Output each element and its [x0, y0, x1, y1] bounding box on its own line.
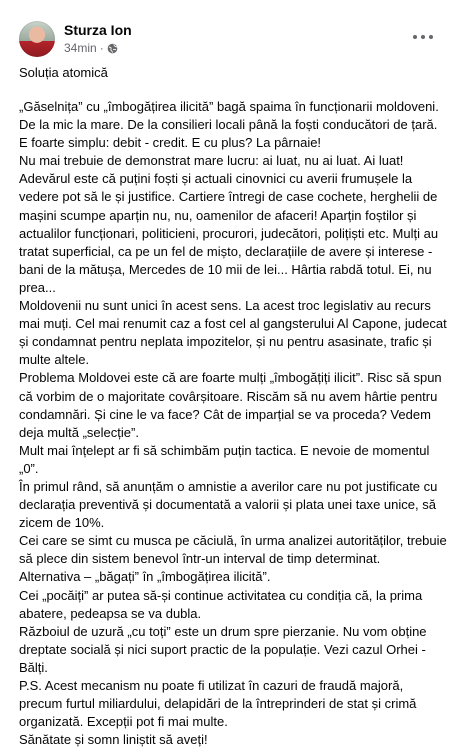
paragraph: P.S. Acest mecanism nu poate fi utilizat în cazuri de fraudă majoră, precum furtul miliardului, delapidări de la întreprinderi de stat și crimă organizată. Excepții pot fi mai multe.: [19, 678, 417, 730]
author-avatar[interactable]: [19, 21, 55, 57]
paragraph: Sănătate și somn liniștit să aveți!: [19, 732, 208, 748]
paragraph: Alternativa – „băgați” în „îmbogățirea ilicită”.: [19, 569, 271, 585]
author-name[interactable]: Sturza Ion: [64, 22, 132, 38]
paragraph: Adevărul este că puțini foști și actuali cinovnici cu averii frumușele la vedere pot să le și justifice. Cartiere întregi de case cochete, herghelii de mașini scumpe aparțin nu, nu, oamenilor de afaceri! Aparțin foștilor și actualilor funcționari, politicieni, procurori, judecători, polițiști etc. Mulți au tratat superficial, ca pe un fel de mișto, declarațiile de avere și interese - bani de la mătușa, Mercedes de 10 mii de lei... Hârtia rabdă totul. Ei, nu prea...: [19, 171, 439, 295]
post-header: [0, 0, 462, 64]
paragraph: Problema Moldovei este că are foarte mulți „îmbogățiți ilicit”. Risc să spun că vorbim de o majoritate covârșitoare. Riscăm să nu avem hârtie pentru condamnări. Și cine le va face? Cât de imparțial se va proceda? Vedem deja multă „selecție”.: [19, 370, 442, 440]
paragraph: Cei care se simt cu musca pe căciulă, în urma analizei autorităților, trebuie să plece din sistem benevol într-un interval de timp determinat.: [19, 533, 447, 567]
post-title: Soluția atomică: [19, 65, 108, 80]
paragraph: Războiul de uzură „cu toți” este un drum spre pierzanie. Nu vom obține dreptate socială și nici suport practic de la populație. Vezi cazul Orhei - Bălți.: [19, 623, 427, 675]
paragraph: E foarte simplu: debit - credit. E cu plus? La pârnaie!: [19, 135, 322, 151]
globe-icon[interactable]: [107, 43, 118, 54]
paragraph: „Găselnița” cu „îmbogățirea ilicită” bagă spaima în funcționarii moldoveni. De la mic la mare. De la consilieri locali până la foști conducători de țară.: [19, 99, 439, 133]
paragraph: Mult mai înțelept ar fi să schimbăm puțin tactica. E nevoie de momentul „0”.: [19, 442, 430, 476]
paragraph: În primul rând, să anunțăm o amnistie a averilor care nu pot justificate cu declarația preventivă și documentată a valorii și plata unei taxe unice, să zicem de 10%.: [19, 478, 438, 531]
more-options-icon[interactable]: [408, 25, 438, 49]
meta-separator: ·: [99, 41, 104, 55]
paragraph: Cei „pocăiți” ar putea să-și continue activitatea cu condiția că, la prima abatere, pedeapsa se va dubla.: [19, 587, 423, 621]
post-meta: [64, 40, 118, 56]
paragraph: Moldovenii nu sunt unici în acest sens. La acest troc legislativ au recurs mai muți. Cel mai renumit caz a fost cel al gangsterului Al Capone, judecat și condamnat pentru neplata impozitelor, și nu pentru asasinate, trafic și multe altele.: [19, 298, 447, 368]
paragraph: Nu mai trebuie de demonstrat mare lucru: ai luat, nu ai luat. Ai luat!: [19, 153, 404, 169]
paragraph-spacer: [19, 82, 449, 98]
post-body: [19, 64, 449, 749]
post-time[interactable]: 34min: [64, 41, 97, 55]
